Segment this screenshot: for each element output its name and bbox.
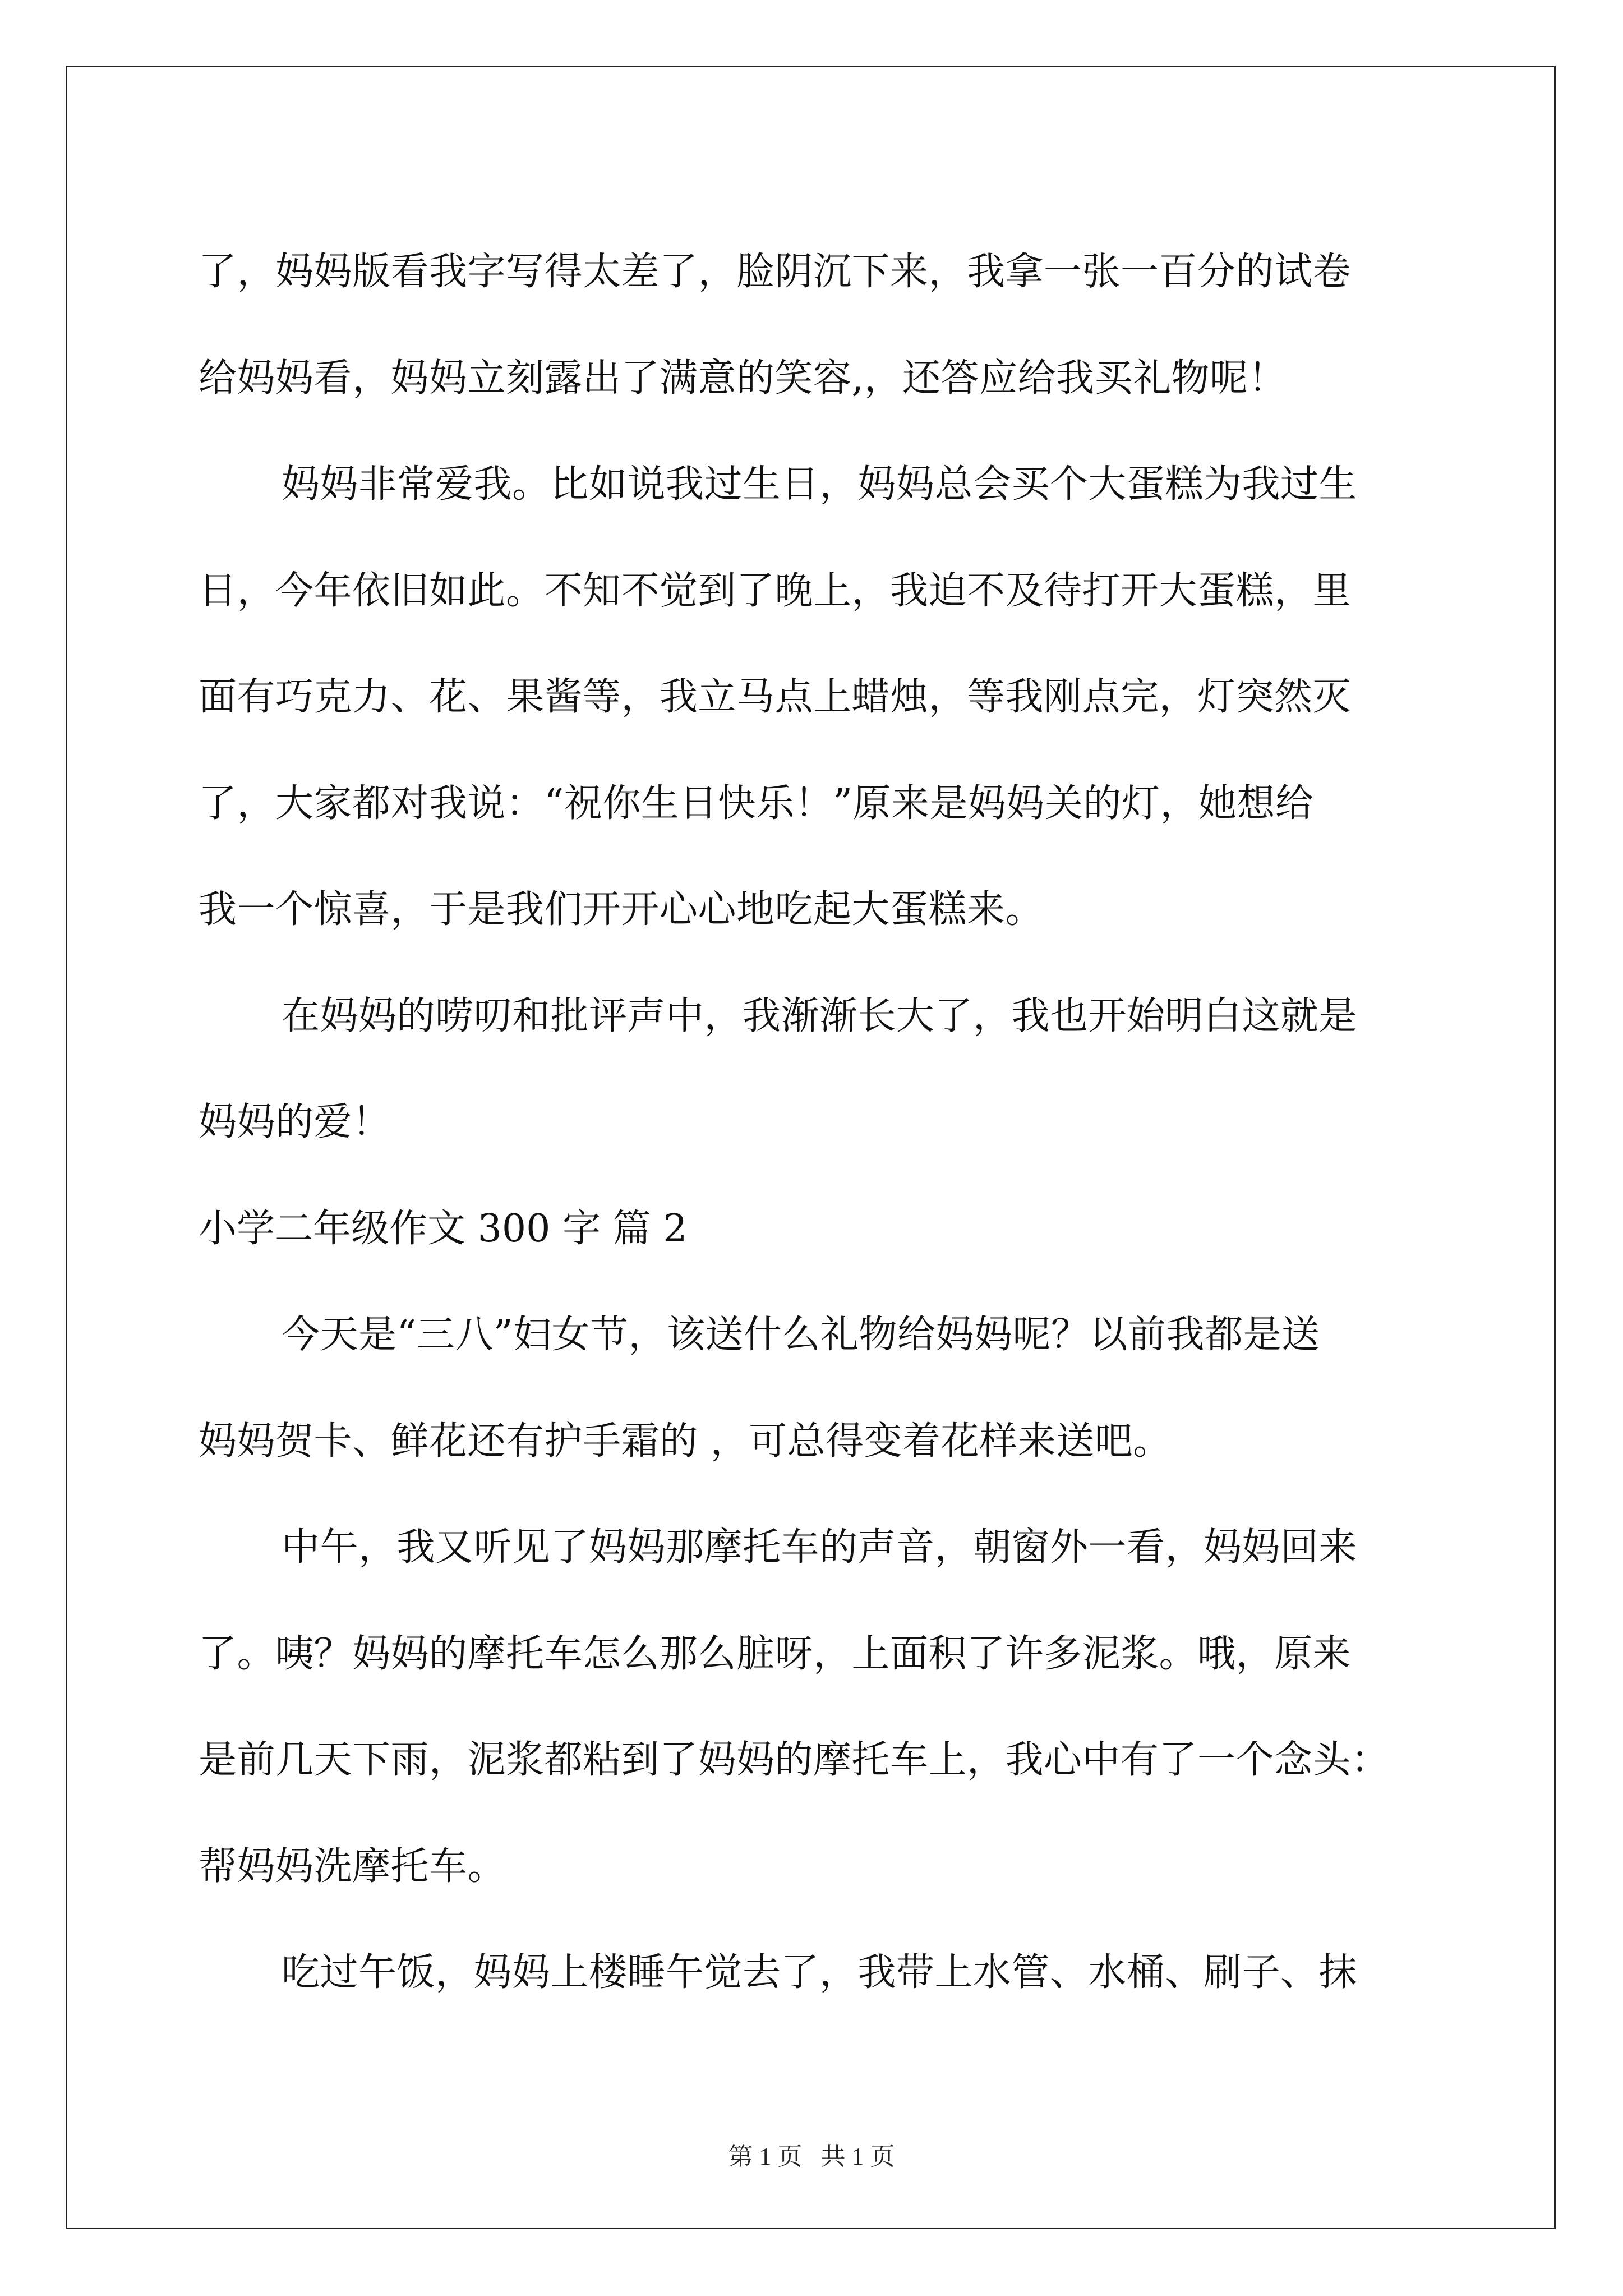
text-line-12: 妈妈贺卡、鲜花还有护手霜的 ，可总得变着花样来送吧。 <box>199 1419 1172 1464</box>
text-line-7: 我一个惊喜，于是我们开开心心地吃起大蛋糕来。 <box>199 887 1044 932</box>
text-line-11: 今天是“三八”妇女节，该送什么礼物给妈妈呢？以前我都是送 <box>282 1313 1320 1357</box>
text-line-1: 了，妈妈版看我字写得太差了，脸阴沉下来，我拿一张一百分的试卷 <box>199 250 1352 294</box>
text-line-2: 给妈妈看，妈妈立刻露出了满意的笑容,，还答应给我买礼物呢！ <box>199 356 1287 401</box>
text-line-14: 了。咦？妈妈的摩托车怎么那么脏呀，上面积了许多泥浆。哦，原来 <box>199 1631 1352 1676</box>
text-line-6: 了，大家都对我说：“祝你生日快乐！”原来是妈妈关的灯，她想给 <box>199 781 1314 826</box>
text-line-15: 是前几天下雨，泥浆都粘到了妈妈的摩托车上，我心中有了一个念头： <box>199 1738 1390 1782</box>
text-line-16: 帮妈妈洗摩托车。 <box>199 1844 506 1889</box>
text-line-9: 妈妈的爱！ <box>199 1100 391 1144</box>
text-line-5: 面有巧克力、花、果酱等，我立马点上蜡烛，等我刚点完，灯突然灭 <box>199 675 1352 719</box>
document-body <box>199 219 1439 2026</box>
text-line-17: 吃过午饭，妈妈上楼睡午觉去了，我带上水管、水桶、刷子、抹 <box>282 1950 1358 1995</box>
text-line-8: 在妈妈的唠叨和批评声中，我渐渐长大了，我也开始明白这就是 <box>282 993 1358 1038</box>
text-line-4: 日，今年依旧如此。不知不觉到了晚上，我迫不及待打开大蛋糕，里 <box>199 568 1352 613</box>
text-line-3: 妈妈非常爱我。比如说我过生日，妈妈总会买个大蛋糕为我过生 <box>282 462 1358 507</box>
section-heading: 小学二年级作文 300 字 篇 2 <box>199 1206 688 1251</box>
page-number: 第 1 页 共 1 页 <box>728 2143 895 2170</box>
text-line-13: 中午，我又听见了妈妈那摩托车的声音，朝窗外一看，妈妈回来 <box>282 1525 1358 1570</box>
